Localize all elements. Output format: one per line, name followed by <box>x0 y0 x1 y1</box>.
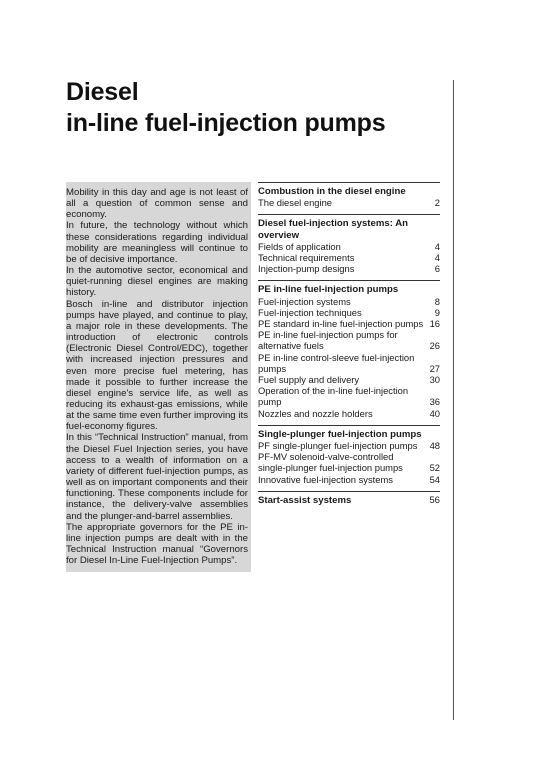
toc-entry-page: 6 <box>434 263 440 275</box>
toc-section-heading: Combustion in the diesel engine <box>258 186 406 197</box>
toc-entry-page: 9 <box>434 306 440 318</box>
title-line-1: Diesel <box>66 78 139 106</box>
toc-section-overview <box>258 214 440 280</box>
toc-entry[interactable] <box>258 451 440 473</box>
toc-entry-title: PF-MV solenoid-valve-controlled single-plunger fuel-injection pumps <box>258 451 403 474</box>
intro-paragraph: In this “Technical Instruction” manual, from the Diesel Fuel Injection series, you have access to a wealth of information on a variety of different fuel-injection pumps, as well as on important components and their functioning. These components include for instance, the delivery-valve assemblies and the plunger-and-barrel assemblies. <box>66 432 248 522</box>
toc-entry-title: Injection-pump designs <box>258 263 355 275</box>
toc-entry-title: Fuel-injection systems <box>258 295 351 307</box>
toc-entry[interactable] <box>258 408 440 419</box>
intro-panel <box>66 182 251 572</box>
toc-entry-title: PE standard in-line fuel-injection pumps <box>258 318 424 330</box>
toc-entry[interactable] <box>258 318 440 329</box>
toc-entry[interactable] <box>258 307 440 318</box>
intro-paragraph: In the automotive sector, economical and quiet-running diesel engines are making history. <box>66 265 248 299</box>
toc-entry-title: PF single-plunger fuel-injection pumps <box>258 440 418 452</box>
toc-entry-page: 40 <box>429 407 440 419</box>
toc-entry-page: 16 <box>429 318 440 330</box>
toc-entry-title: Fuel supply and delivery <box>258 374 360 386</box>
toc-entry[interactable] <box>258 263 440 274</box>
margin-rule <box>453 80 454 720</box>
toc-section-heading: Diesel fuel-injection systems: An overview <box>258 218 408 241</box>
toc-entry-title: Operation of the in-line fuel-injection pump <box>258 385 409 408</box>
intro-paragraph: In future, the technology without which these considerations regarding individual mobility are meaningless will continue to be of decisive importance. <box>66 220 248 265</box>
intro-paragraph: Bosch in-line and distributor injection pumps have played, and continue to play, a major role in these developments. The introduction of electronic controls (Electronic Diesel Control/EDC), together with increased injection pressures and even more precise fuel metering, has made it possible to further increase the diesel engine's service life, as well as reducing its exhaust-gas emissions, while at the same time even further improving its fuel-economy figures. <box>66 298 248 433</box>
toc-entry-page: 54 <box>429 473 440 485</box>
toc-entry-page: 52 <box>429 462 440 474</box>
toc-entry[interactable] <box>258 296 440 307</box>
toc-section-heading: Start-assist systems <box>258 494 352 506</box>
toc-section-combustion <box>258 182 440 214</box>
toc-entry[interactable] <box>258 329 440 351</box>
document-title <box>66 77 446 139</box>
toc-section-heading: PE in-line fuel-injection pumps <box>258 284 399 296</box>
toc-entry-title: Fuel-injection techniques <box>258 306 362 318</box>
toc-section-heading: Single-plunger fuel-injection pumps <box>258 428 422 440</box>
toc-entry-title: Nozzles and nozzle holders <box>258 407 373 419</box>
toc-entry-title: Fields of application <box>258 240 341 252</box>
toc-section-start-assist <box>258 491 440 512</box>
toc-entry-page: 4 <box>434 240 440 252</box>
toc-entry-page: 30 <box>429 374 440 386</box>
toc-entry[interactable] <box>258 241 440 252</box>
toc-entry-page: 4 <box>434 252 440 264</box>
toc-entry-page: 27 <box>429 362 440 374</box>
toc-section-single-plunger <box>258 425 440 491</box>
toc-entry-title: Innovative fuel-injection systems <box>258 473 393 485</box>
intro-paragraph: Mobility in this day and age is not least of all a question of common sense and economy. <box>66 187 248 221</box>
toc-entry[interactable] <box>258 197 440 208</box>
toc-entry[interactable] <box>258 385 440 407</box>
toc-entry[interactable] <box>258 474 440 485</box>
toc-entry-page: 48 <box>429 440 440 452</box>
toc-entry[interactable] <box>258 252 440 263</box>
toc-entry-page: 56 <box>429 494 440 506</box>
table-of-contents <box>258 182 440 512</box>
toc-entry-title: PE in-line fuel-injection pumps for alternative fuels <box>258 329 398 352</box>
intro-paragraph: The appropriate governors for the PE in-line injection pumps are dealt with in the Technical Instruction manual “Governors for Diesel In-Line Fuel-Injection Pumps”. <box>66 521 248 567</box>
toc-section-heading-entry[interactable] <box>258 495 440 506</box>
toc-entry-title: PE in-line control-sleeve fuel-injection pumps <box>258 351 415 374</box>
toc-entry-title: The diesel engine <box>258 197 333 209</box>
toc-entry[interactable] <box>258 440 440 451</box>
toc-entry[interactable] <box>258 374 440 385</box>
toc-entry-page: 26 <box>429 340 440 352</box>
toc-entry-page: 2 <box>434 197 440 209</box>
toc-entry-page: 8 <box>434 295 440 307</box>
toc-entry-page: 36 <box>429 396 440 408</box>
toc-section-pe-inline <box>258 280 440 424</box>
toc-entry-title: Technical requirements <box>258 252 355 264</box>
toc-entry[interactable] <box>258 352 440 374</box>
title-line-2: in-line fuel-injection pumps <box>66 109 386 137</box>
